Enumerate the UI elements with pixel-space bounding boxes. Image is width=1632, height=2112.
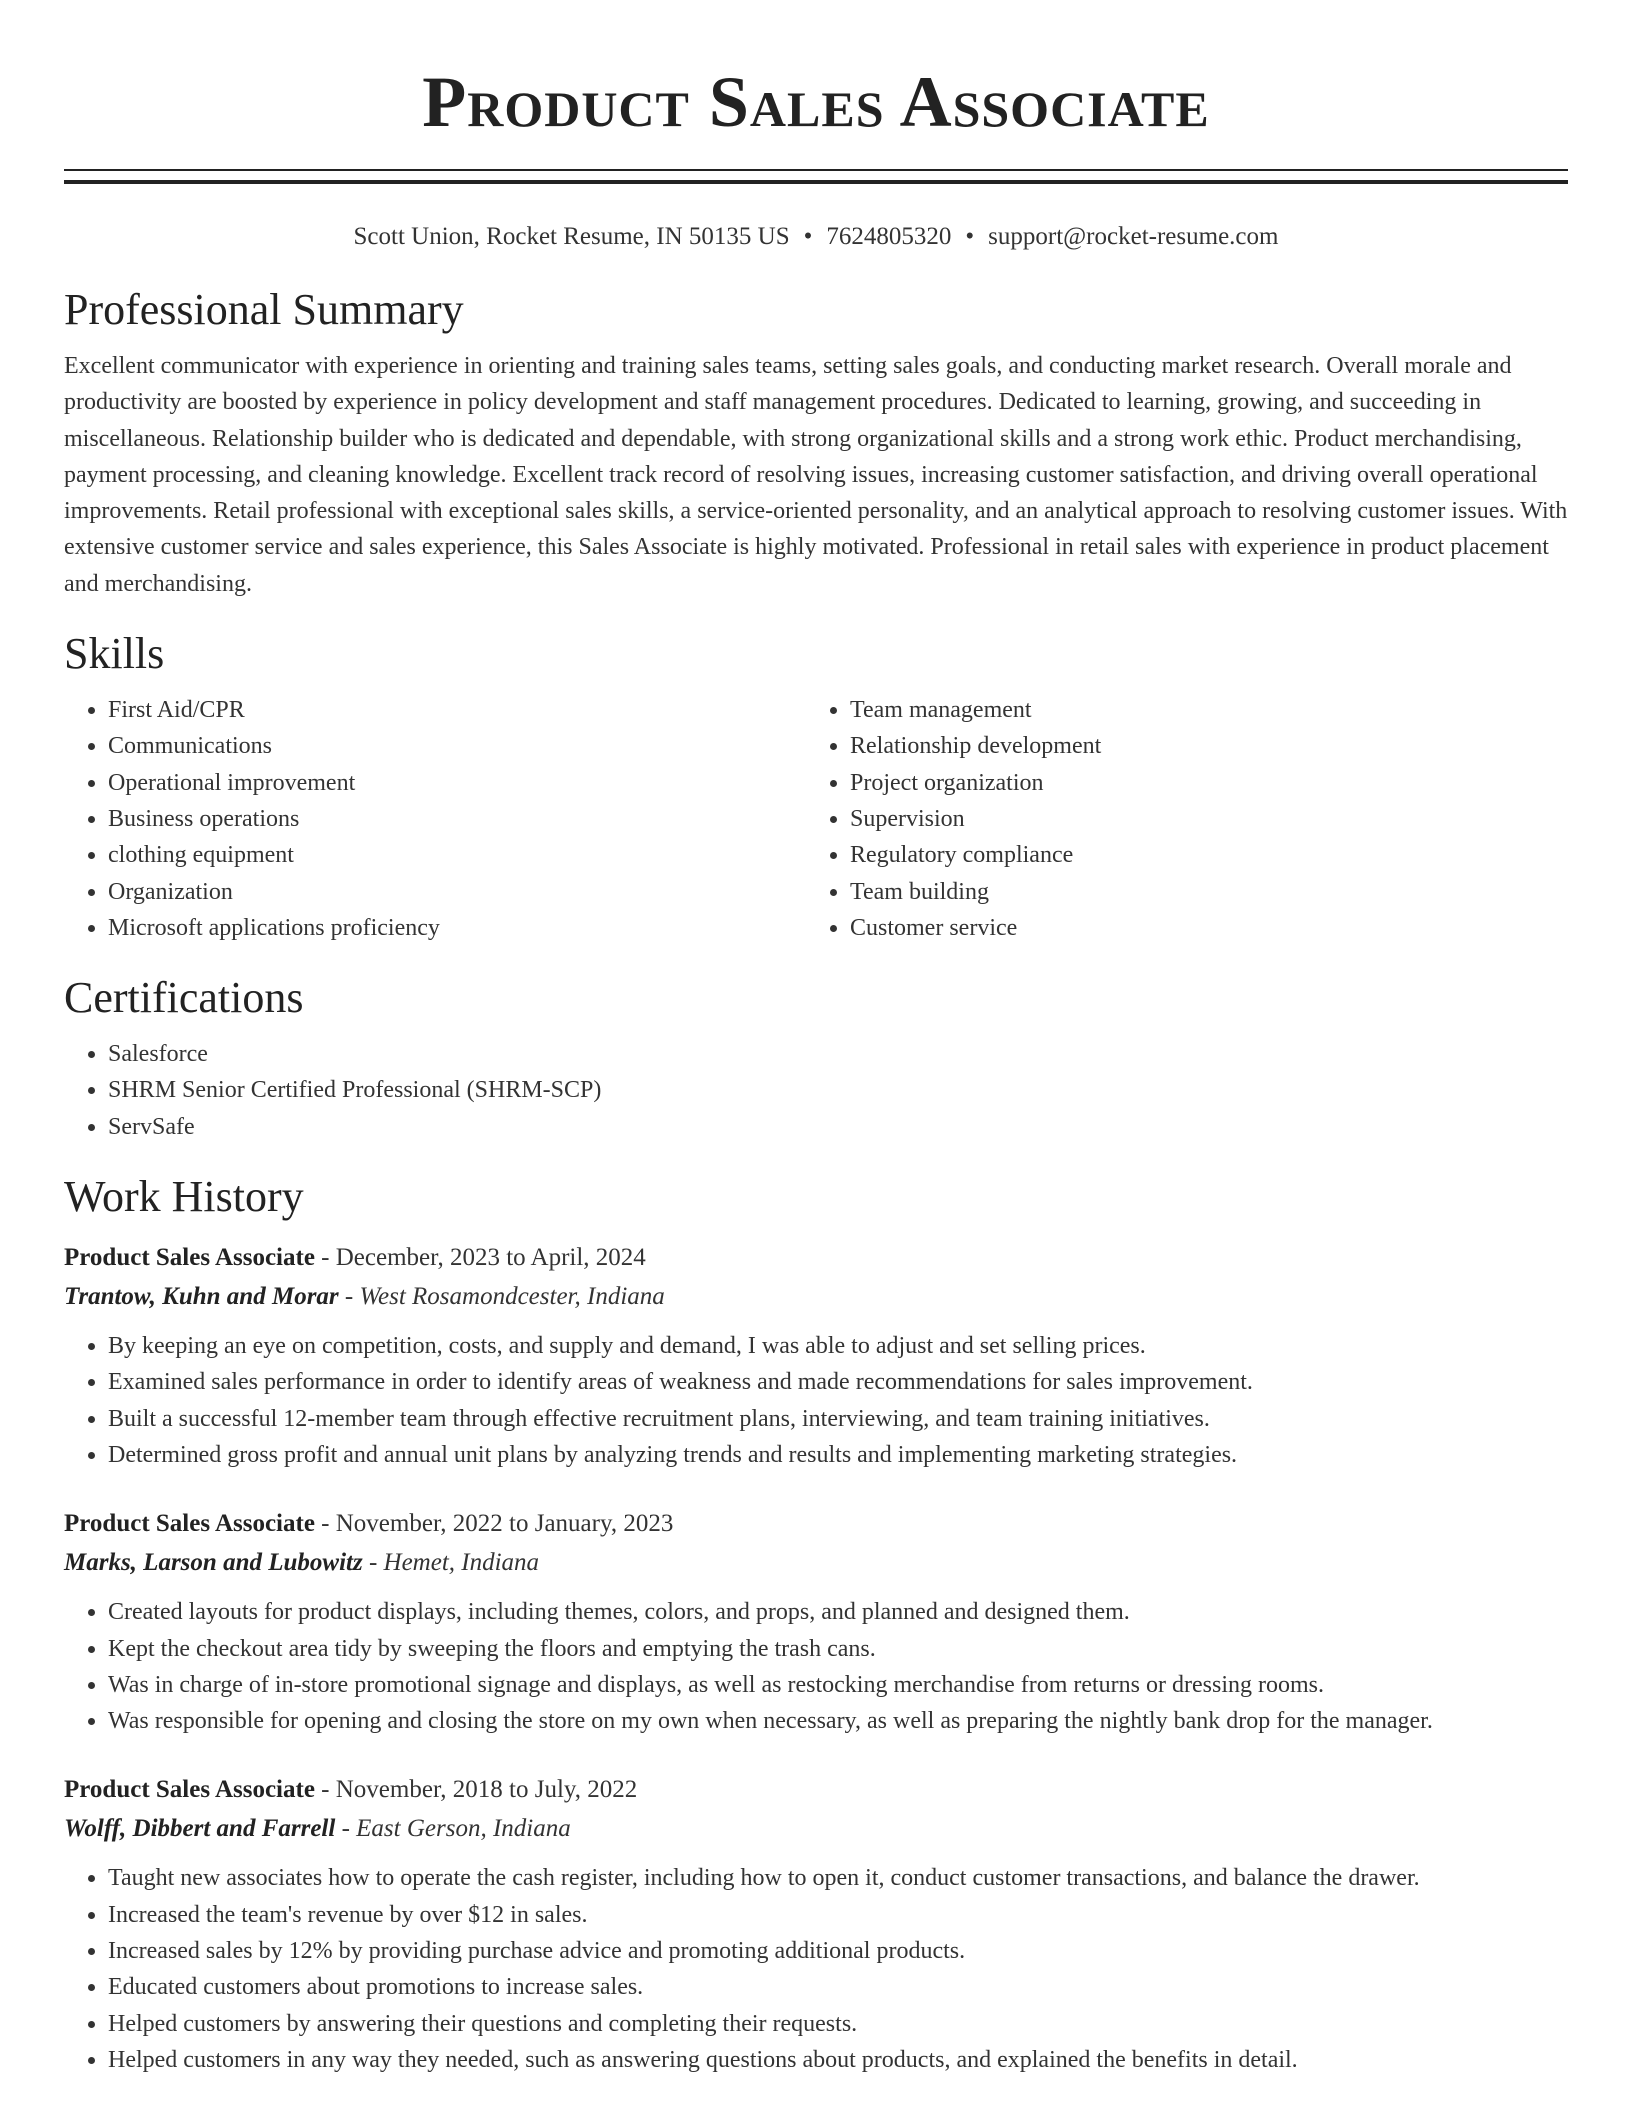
job-bullet: • Educated customers about promotions to increase sales. xyxy=(108,1969,1568,2005)
job-company: Trantow, Kuhn and Morar xyxy=(64,1283,339,1311)
certification-item: • SHRM Senior Certified Professional (SHRM-SCP) xyxy=(108,1072,1568,1108)
job-title-line xyxy=(64,1238,1568,1278)
job-location: West Rosamondcester, Indiana xyxy=(359,1283,665,1311)
job-bullets xyxy=(64,1860,1568,2078)
job-bullet: • By keeping an eye on competition, costs, and supply and demand, I was able to adjust and set selling prices. xyxy=(108,1328,1568,1364)
summary-heading: Professional Summary xyxy=(64,285,464,334)
job-company: Wolff, Dibbert and Farrell xyxy=(64,1815,336,1843)
job-dates: November, 2018 to July, 2022 xyxy=(335,1776,638,1804)
skill-item: • clothing equipment xyxy=(108,837,806,873)
job-title: Product Sales Associate xyxy=(64,1244,315,1272)
contact-phone: 7624805320 xyxy=(826,223,952,250)
job-bullet: • Helped customers by answering their questions and completing their requests. xyxy=(108,2006,1568,2042)
job-dash: - xyxy=(314,1510,336,1538)
job-bullet: • Taught new associates how to operate the cash register, including how to open it, conduct customer transactions, and balance the drawer. xyxy=(108,1860,1568,1896)
job-company-line xyxy=(64,1810,1568,1848)
job-bullet: • Kept the checkout area tidy by sweeping the floors and emptying the trash cans. xyxy=(108,1631,1568,1667)
job-location: Hemet, Indiana xyxy=(383,1549,540,1577)
job-bullet: • Was in charge of in-store promotional signage and displays, as well as restocking merchandise from returns or dressing rooms. xyxy=(108,1667,1568,1703)
skill-item: • Team management xyxy=(850,692,1548,728)
job-dash: - xyxy=(338,1283,360,1311)
skill-item: • First Aid/CPR xyxy=(108,692,806,728)
job-bullet: • Determined gross profit and annual unit plans by analyzing trends and results and implementing marketing strategies. xyxy=(108,1437,1568,1473)
skill-item: • Team building xyxy=(850,874,1548,910)
job-bullet: • Increased sales by 12% by providing purchase advice and promoting additional products. xyxy=(108,1933,1568,1969)
job-title-line xyxy=(64,1504,1568,1544)
contact-separator: • xyxy=(965,223,975,250)
title-double-rule xyxy=(64,169,1568,184)
job-company-line xyxy=(64,1278,1568,1316)
job-bullet: • Helped customers in any way they needed, such as answering questions about products, and explained the benefits in detail. xyxy=(108,2042,1568,2078)
contact-separator: • xyxy=(803,223,813,250)
job-location: East Gerson, Indiana xyxy=(356,1815,571,1843)
summary-text: Excellent communicator with experience in orienting and training sales teams, setting sales goals, and conducting market research. Overall morale and productivity are boosted by experience in policy development and staff management procedures. Dedicated to learning, growing, and succeeding in miscellaneous. Relationship builder who is dedicated and dependable, with strong organizational skills and a strong work ethic. Product merchandising, payment processing, and cleaning knowledge. Excellent track record of resolving issues, increasing customer satisfaction, and driving overall operational improvements. Retail professional with exceptional sales skills, a service-oriented personality, and an analytical approach to resolving customer issues. With extensive customer service and sales experience, this Sales Associate is highly motivated. Professional in retail sales with experience in product placement and merchandising. xyxy=(64,353,1568,597)
job-title: Product Sales Associate xyxy=(64,1776,315,1804)
skill-item: • Project organization xyxy=(850,765,1548,801)
job-bullet: • Was responsible for opening and closing the store on my own when necessary, as well as preparing the nightly bank drop for the manager. xyxy=(108,1703,1568,1739)
certification-item: • Salesforce xyxy=(108,1036,1568,1072)
skill-item: • Communications xyxy=(108,728,806,764)
contact-line xyxy=(64,221,1568,253)
skill-item: • Business operations xyxy=(108,801,806,837)
skill-item: • Customer service xyxy=(850,910,1548,946)
job-bullet: • Increased the team's revenue by over $12 in sales. xyxy=(108,1897,1568,1933)
contact-email: support@rocket-resume.com xyxy=(988,223,1279,250)
job-dates: November, 2022 to January, 2023 xyxy=(335,1510,674,1538)
job-bullet: • Created layouts for product displays, including themes, colors, and props, and planned and designed them. xyxy=(108,1594,1568,1630)
certifications-heading: Certifications xyxy=(64,973,304,1023)
job-company: Marks, Larson and Lubowitz xyxy=(64,1549,363,1577)
job-entry xyxy=(64,1238,1568,1473)
certifications-list xyxy=(64,1036,1568,1145)
job-dash: - xyxy=(362,1549,384,1577)
skills-heading: Skills xyxy=(64,629,165,679)
job-title: Product Sales Associate xyxy=(64,1510,315,1538)
job-bullet: • Examined sales performance in order to identify areas of weakness and made recommendations for sales improvement. xyxy=(108,1364,1568,1400)
job-dash: - xyxy=(335,1815,357,1843)
skills-column-left xyxy=(64,692,806,946)
job-dates: December, 2023 to April, 2024 xyxy=(335,1244,646,1272)
job-title-line xyxy=(64,1770,1568,1810)
skills-list xyxy=(64,692,1568,946)
resume-title: Product Sales Associate xyxy=(422,62,1210,142)
job-company-line xyxy=(64,1544,1568,1582)
skill-item: • Microsoft applications proficiency xyxy=(108,910,806,946)
certification-item: • ServSafe xyxy=(108,1109,1568,1145)
skill-item: • Relationship development xyxy=(850,728,1548,764)
skill-item: • Regulatory compliance xyxy=(850,837,1548,873)
job-dash: - xyxy=(314,1776,336,1804)
job-entry xyxy=(64,1504,1568,1739)
skill-item: • Organization xyxy=(108,874,806,910)
job-bullet: • Built a successful 12-member team through effective recruitment plans, interviewing, and team training initiatives. xyxy=(108,1401,1568,1437)
job-entry xyxy=(64,1770,1568,2078)
skill-item: • Operational improvement xyxy=(108,765,806,801)
skill-item: • Supervision xyxy=(850,801,1548,837)
skills-column-right xyxy=(806,692,1548,946)
job-bullets xyxy=(64,1594,1568,1739)
job-bullets xyxy=(64,1328,1568,1473)
work-history-heading: Work History xyxy=(64,1172,304,1222)
contact-address: Scott Union, Rocket Resume, IN 50135 US xyxy=(353,223,790,250)
job-dash: - xyxy=(314,1244,336,1272)
